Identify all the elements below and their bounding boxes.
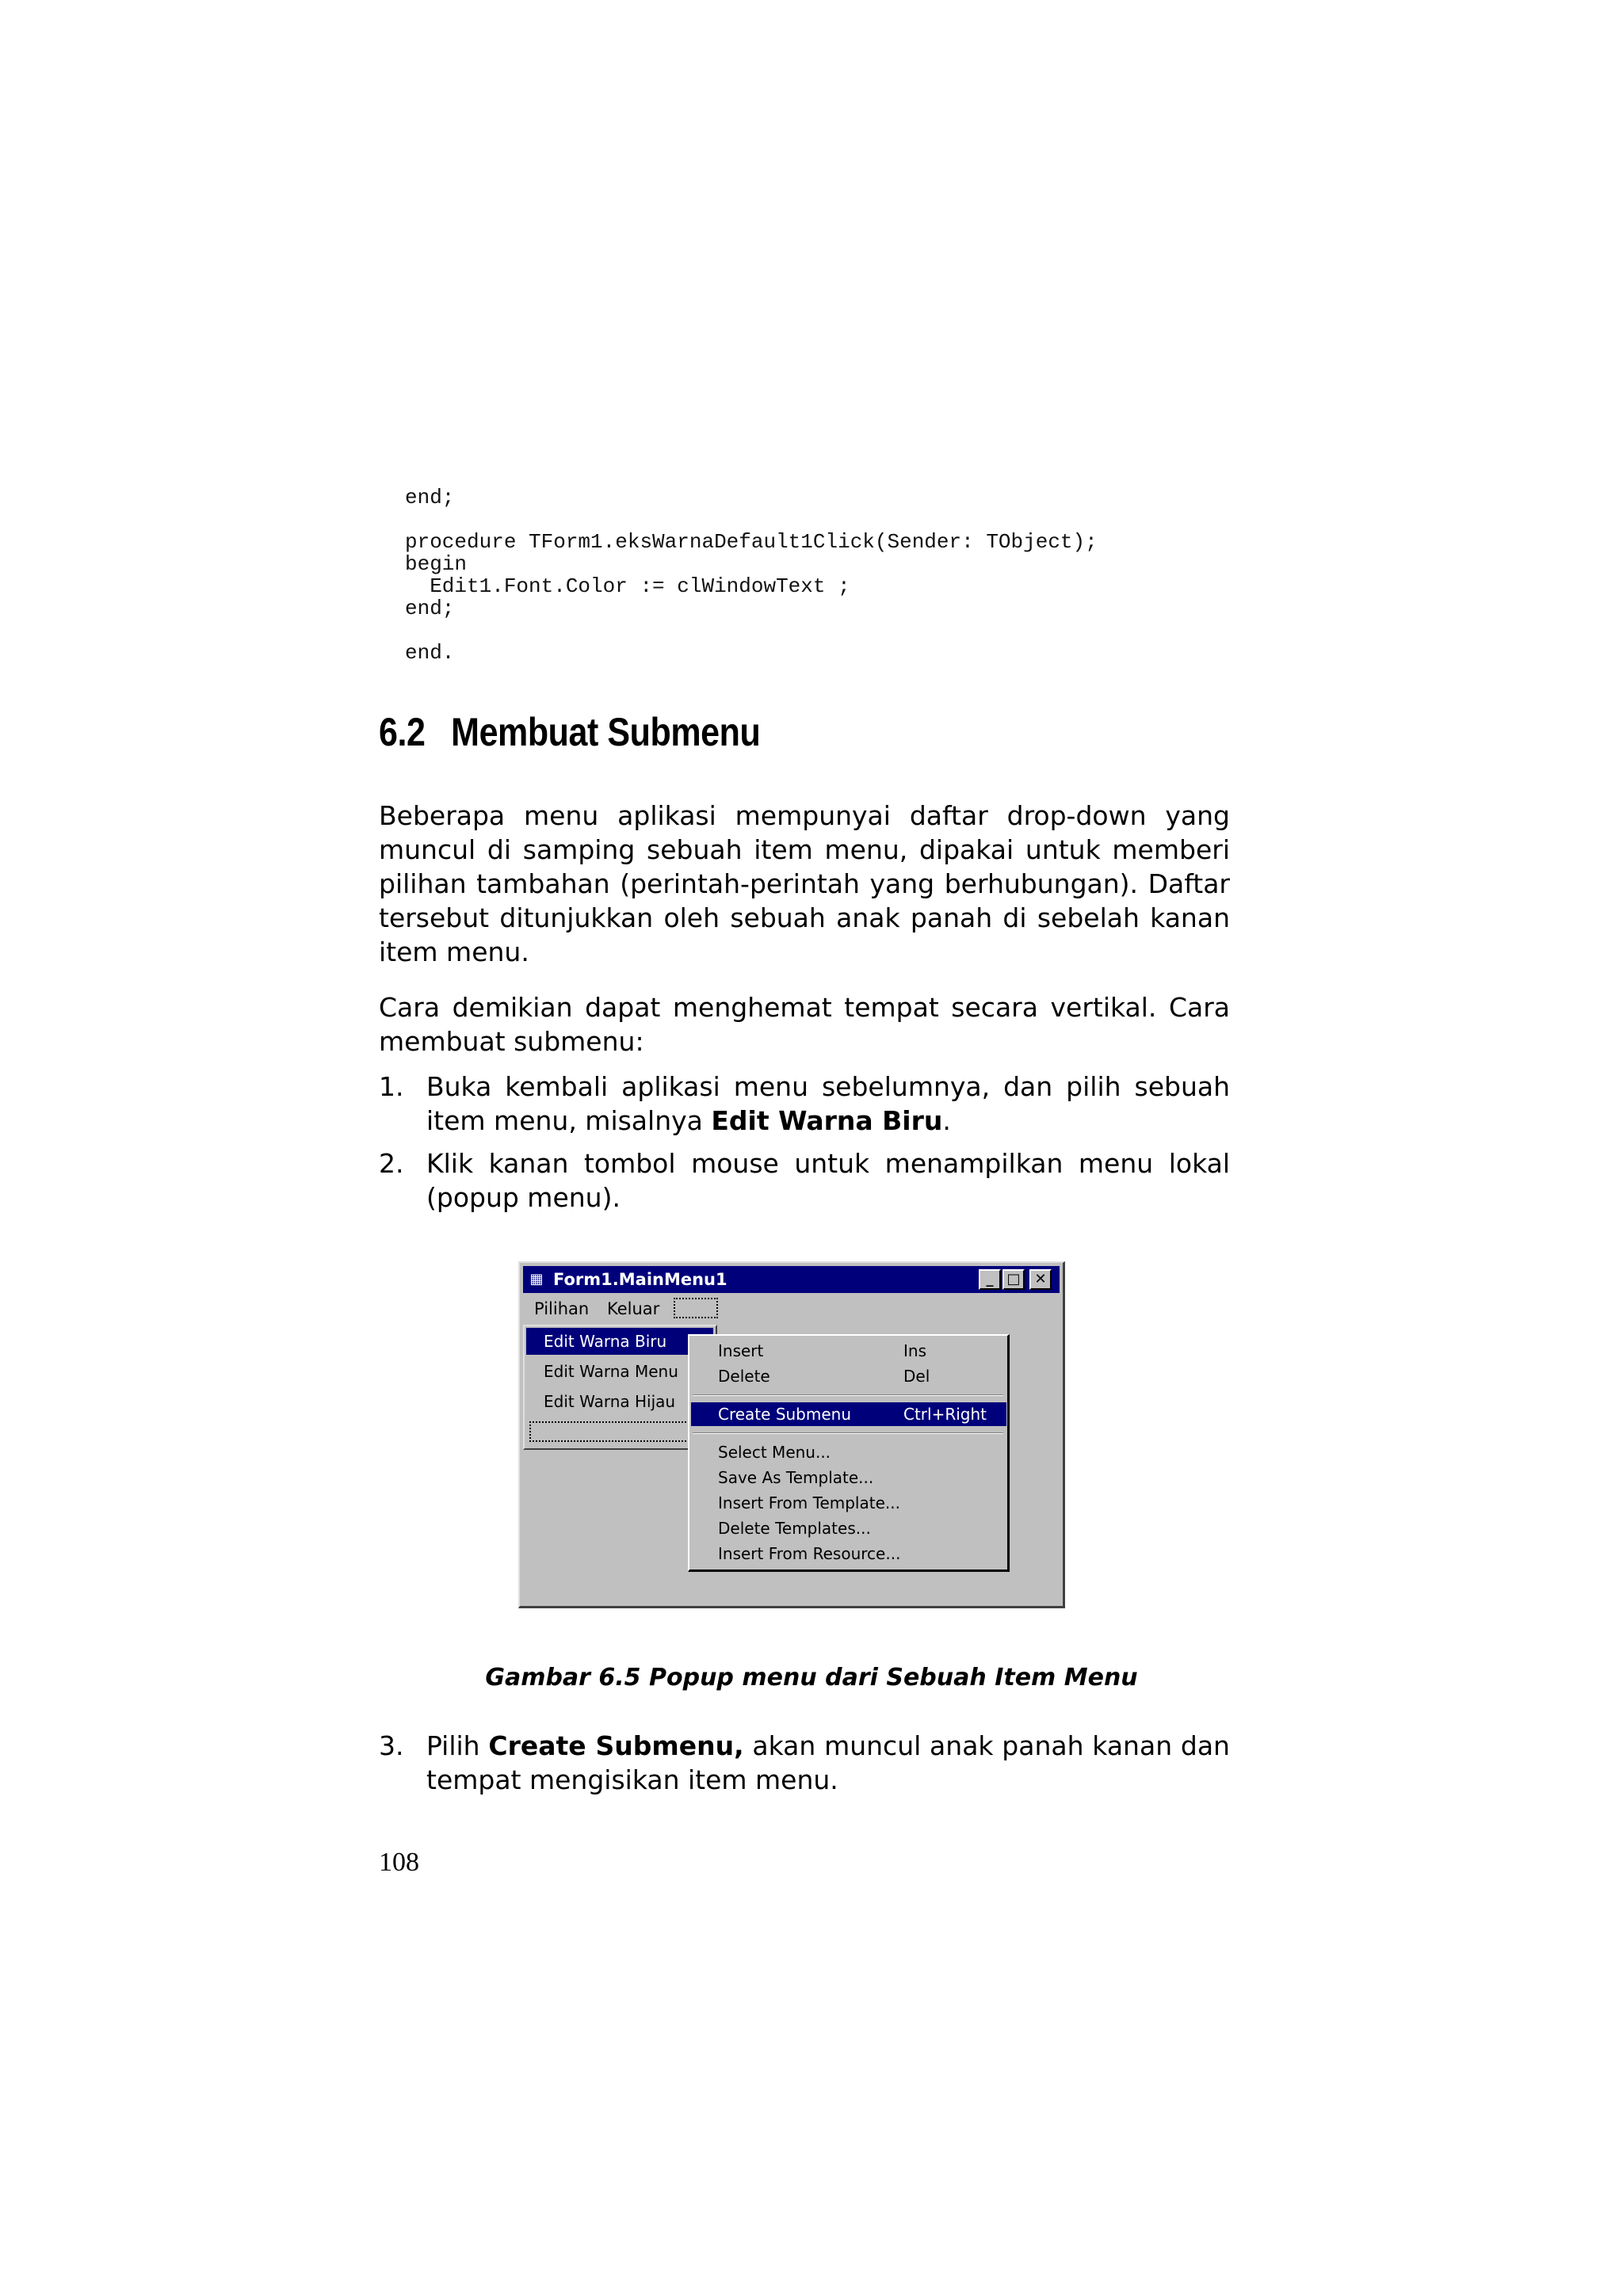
popup-item-insert-from-template[interactable]: Insert From Template... bbox=[718, 1493, 900, 1512]
popup-item-delete[interactable]: Delete Del bbox=[718, 1367, 930, 1386]
popup-item-select-menu[interactable]: Select Menu... bbox=[718, 1443, 831, 1462]
menubar bbox=[523, 1295, 1060, 1322]
popup-item-insert-from-resource[interactable]: Insert From Resource... bbox=[718, 1544, 901, 1563]
menu-pilihan[interactable]: Pilihan bbox=[534, 1299, 590, 1318]
popup-separator bbox=[693, 1394, 1003, 1396]
list-item-step-3 bbox=[379, 1729, 1230, 1797]
paragraph-intro: Beberapa menu aplikasi mempunyai daftar drop-down yang muncul di samping sebuah item menu, dipakai untuk memberi pilihan tambahan (perintah-perintah yang berhubungan). Daftar tersebut ditunjukkan oleh sebuah anak panah di sebelah kanan item menu. bbox=[379, 800, 1230, 967]
page-number: 108 bbox=[379, 1848, 419, 1877]
list-item-step-1 bbox=[379, 1070, 1230, 1138]
dropdown-item-edit-warna-hijau[interactable]: Edit Warna Hijau bbox=[544, 1392, 676, 1411]
step-bold: Edit Warna Biru bbox=[711, 1105, 943, 1136]
code-block-end-final: end. bbox=[405, 641, 455, 665]
menu-new-item-slot[interactable] bbox=[674, 1298, 718, 1318]
step-text: Buka kembali aplikasi menu sebelumnya, dan pilih sebuah item menu, misalnya Edit Warna Biru. bbox=[426, 1071, 1230, 1136]
window-title: Form1.MainMenu1 bbox=[553, 1270, 727, 1289]
section-number: 6.2 bbox=[379, 710, 426, 754]
figure-caption: Gambar 6.5 Popup menu dari Sebuah Item Menu bbox=[485, 1664, 1138, 1691]
list-item-step-2 bbox=[379, 1146, 1230, 1215]
section-heading bbox=[379, 709, 760, 755]
code-block-procedure: procedure TForm1.eksWarnaDefault1Click(Sender: TObject); begin Edit1.Font.Color := clWindowText ; end; bbox=[405, 530, 1098, 620]
popup-item-delete-templates[interactable]: Delete Templates... bbox=[718, 1519, 871, 1538]
dropdown-item-edit-warna-menu[interactable]: Edit Warna Menu bbox=[544, 1362, 678, 1381]
menu-keluar[interactable]: Keluar bbox=[607, 1299, 660, 1318]
popup-item-save-as-template[interactable]: Save As Template... bbox=[718, 1468, 874, 1487]
step-bold: Create Submenu, bbox=[488, 1730, 744, 1761]
step-text: Klik kanan tombol mouse untuk menampilkan menu lokal (popup menu). bbox=[426, 1148, 1230, 1213]
form-icon: ▦ bbox=[529, 1271, 544, 1287]
step-number: 1. bbox=[379, 1071, 404, 1102]
window-titlebar bbox=[523, 1266, 1060, 1293]
popup-item-create-submenu[interactable]: Create Submenu Ctrl+Right bbox=[691, 1402, 1006, 1426]
minimize-button[interactable]: _ bbox=[979, 1269, 1001, 1290]
popup-menu bbox=[688, 1334, 1010, 1572]
code-block-end: end; bbox=[405, 486, 455, 509]
step-number: 2. bbox=[379, 1148, 404, 1179]
section-title: Membuat Submenu bbox=[451, 710, 761, 754]
step-text: Pilih Create Submenu, akan muncul anak panah kanan dan tempat mengisikan item menu. bbox=[426, 1730, 1230, 1795]
paragraph-vertical: Cara demikian dapat menghemat tempat secara vertikal. Cara membuat submenu: bbox=[379, 992, 1230, 1057]
dropdown-new-item-slot[interactable] bbox=[529, 1421, 708, 1442]
step-number: 3. bbox=[379, 1730, 404, 1761]
dropdown-item-edit-warna-biru[interactable]: Edit Warna Biru bbox=[526, 1328, 713, 1355]
maximize-button[interactable]: □ bbox=[1002, 1269, 1025, 1290]
popup-separator bbox=[693, 1432, 1003, 1434]
popup-item-insert[interactable]: Insert Ins bbox=[718, 1341, 926, 1360]
menu-designer-window bbox=[518, 1261, 1065, 1608]
close-button[interactable]: ✕ bbox=[1029, 1269, 1052, 1290]
